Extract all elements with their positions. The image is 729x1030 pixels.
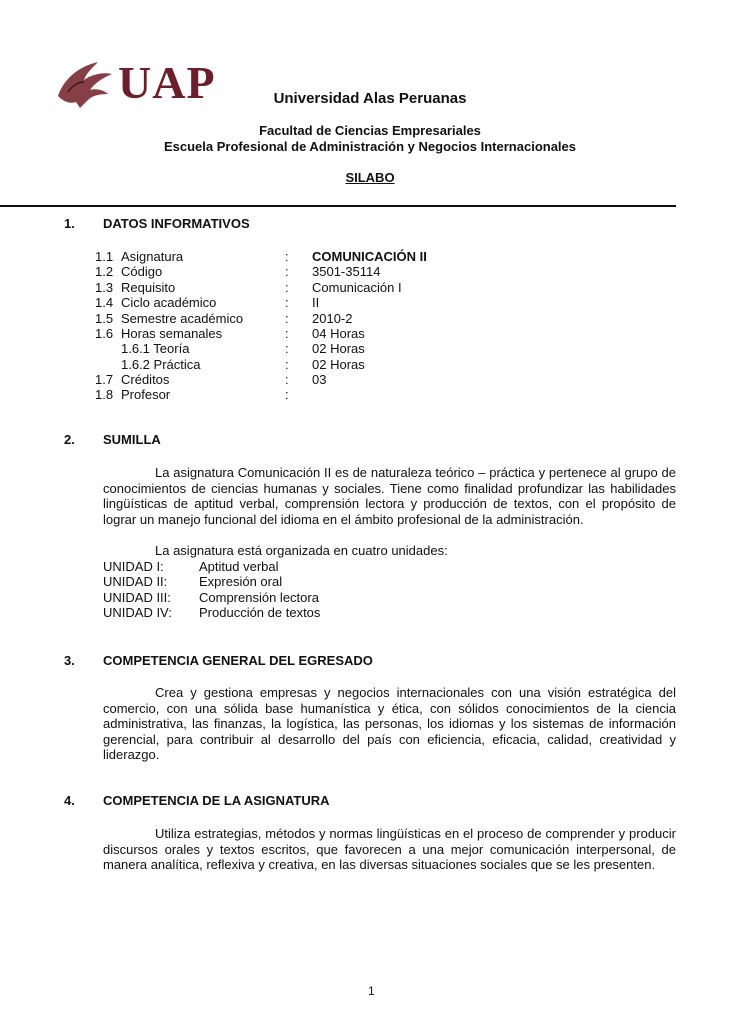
info-row xyxy=(95,280,695,295)
unit-topic: Aptitud verbal xyxy=(199,559,279,574)
header-divider xyxy=(0,205,676,207)
info-row-label: Profesor xyxy=(121,387,171,402)
sumilla-paragraph: La asignatura Comunicación II es de naturaleza teórico – práctica y pertenece al grupo de conocimientos de ciencias humanas y sociales. Tiene como finalidad profundizar las habilidades lingüísticas de aptitud verbal, comprensión lectora y producción de textos, con el propósito de lograr un manejo funcional del idioma en el ámbito profesional de la administración. xyxy=(103,465,676,527)
info-row-number: 1.5 xyxy=(95,311,114,326)
info-row-colon: : xyxy=(285,372,289,387)
info-row-value: 04 Horas xyxy=(312,326,365,341)
competencia-egresado-paragraph: Crea y gestiona empresas y negocios internacionales con una visión estratégica del comercio, con una sólida base humanística y ética, con sólidos conocimientos de la ciencia administrativa, las finanzas, la logística, las personas, los idiomas y los sistemas de información gerencial, para contribuir al desarrollo del país con eficiencia, eficacia, calidad, creatividad y liderazgo. xyxy=(103,685,676,762)
unit-topic: Expresión oral xyxy=(199,574,283,589)
info-row xyxy=(95,249,695,264)
school-name: Escuela Profesional de Administración y Negocios Internacionales xyxy=(163,139,577,154)
info-row-value: 03 xyxy=(312,372,327,387)
unit-label: UNIDAD I: xyxy=(103,559,164,574)
info-row-label: Créditos xyxy=(121,372,170,387)
info-row xyxy=(95,311,695,326)
info-row-number: 1.8 xyxy=(95,387,114,402)
section-2-number: 2. xyxy=(64,432,75,447)
university-name: Universidad Alas Peruanas xyxy=(273,90,467,107)
info-row-colon: : xyxy=(285,280,289,295)
section-4-number: 4. xyxy=(64,793,75,808)
section-2-title: SUMILLA xyxy=(103,432,161,447)
info-row-label: Horas semanales xyxy=(121,326,223,341)
info-row-value: COMUNICACIÓN II xyxy=(312,249,427,264)
info-row-number: 1.7 xyxy=(95,372,114,387)
section-3-title: COMPETENCIA GENERAL DEL EGRESADO xyxy=(103,653,373,668)
info-row-label: Requisito xyxy=(121,280,176,295)
competencia-asignatura-paragraph: Utiliza estrategias, métodos y normas lingüísticas en el proceso de comprender y producir discursos orales y textos escritos, que favorecen a una mejor comunicación interpersonal, de manera analítica, reflexiva y creativa, en las diversas situaciones sociales que se les presenten. xyxy=(103,826,676,872)
page-number: 1 xyxy=(368,984,375,998)
info-row xyxy=(95,264,695,279)
section-3-number: 3. xyxy=(64,653,75,668)
info-row-number: 1.1 xyxy=(95,249,114,264)
info-row-number: 1.2 xyxy=(95,264,114,279)
info-row xyxy=(95,295,695,310)
unit-topic: Comprensión lectora xyxy=(199,590,319,605)
unit-label: UNIDAD IV: xyxy=(103,605,172,620)
info-row xyxy=(95,341,695,356)
info-row-colon: : xyxy=(285,295,289,310)
info-row-value: Comunicación I xyxy=(312,280,402,295)
info-row-colon: : xyxy=(285,311,289,326)
info-row-colon: : xyxy=(285,387,289,402)
info-row-colon: : xyxy=(285,357,289,372)
faculty-name: Facultad de Ciencias Empresariales xyxy=(259,123,481,138)
info-row-colon: : xyxy=(285,264,289,279)
info-row-colon: : xyxy=(285,249,289,264)
info-row-number: 1.6 xyxy=(95,326,114,341)
info-row-label: Semestre académico xyxy=(121,311,244,326)
section-1-title: DATOS INFORMATIVOS xyxy=(103,216,250,231)
sumilla-units-intro: La asignatura está organizada en cuatro unidades: xyxy=(155,543,448,558)
section-1-number: 1. xyxy=(64,216,75,231)
info-row xyxy=(95,326,695,341)
info-row-number: 1.4 xyxy=(95,295,114,310)
info-row-value: 02 Horas xyxy=(312,357,365,372)
logo-text: UAP xyxy=(118,57,216,108)
info-row-label: Ciclo académico xyxy=(121,295,217,310)
unit-topic: Producción de textos xyxy=(199,605,321,620)
info-row-value: 02 Horas xyxy=(312,341,365,356)
info-row-colon: : xyxy=(285,326,289,341)
info-row xyxy=(95,372,695,387)
eagle-icon xyxy=(50,56,120,114)
info-row xyxy=(95,357,695,372)
info-row-label: 1.6.2 Práctica xyxy=(121,357,201,372)
info-row-label: 1.6.1 Teoría xyxy=(121,341,190,356)
info-row-value: II xyxy=(312,295,320,310)
info-row-number: 1.3 xyxy=(95,280,114,295)
info-row-value: 3501-35114 xyxy=(312,264,381,279)
section-4-title: COMPETENCIA DE LA ASIGNATURA xyxy=(103,793,330,808)
info-row-colon: : xyxy=(285,341,289,356)
info-row-value: 2010-2 xyxy=(312,311,353,326)
unit-label: UNIDAD III: xyxy=(103,590,171,605)
info-row-label: Código xyxy=(121,264,163,279)
info-row xyxy=(95,387,695,402)
document-type: SILABO xyxy=(345,170,395,185)
unit-label: UNIDAD II: xyxy=(103,574,168,589)
info-row-label: Asignatura xyxy=(121,249,184,264)
